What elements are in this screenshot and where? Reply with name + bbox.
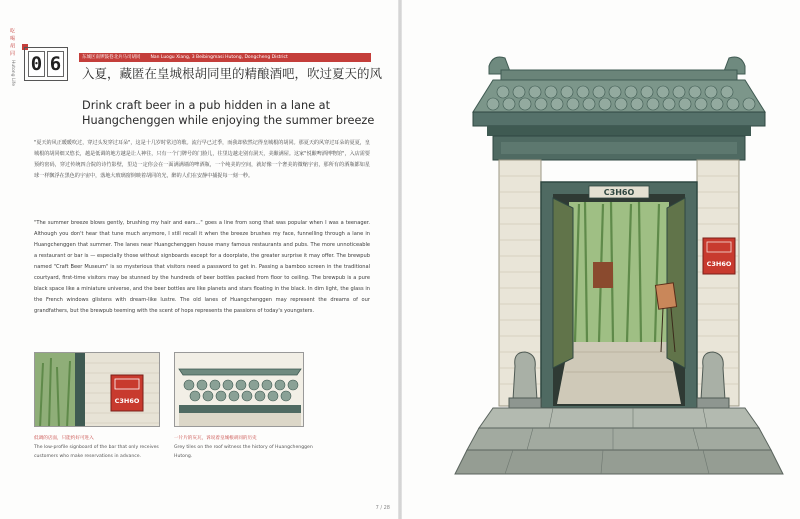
left-page xyxy=(0,0,398,519)
margin-subtitle: Hutong Life xyxy=(10,60,15,87)
caption-2-zh: 一片片的灰瓦，诉说着皇城根胡同的历史 xyxy=(174,436,257,441)
ribbon-en: Nan Luogu Xiang, 3 Beibingmasi Hutong, Dongcheng District xyxy=(150,55,288,60)
chapter-digit-2: 6 xyxy=(47,51,64,77)
signboard-sketch xyxy=(35,353,160,427)
hutong-gate-illustration xyxy=(453,52,789,488)
body-english: "The summer breeze blows gently, brushing my hair and ears..." goes a line from song that was popular when I was a teenager. Although you don't hear that tune much anymore, I still recall it when the breeze brushes my face, funnelling through a lane in Huangchenggen that summer. The lanes near Huangchenggen house many famous restaurants and pubs. The more unnoticeable a restaurant or bar is — especially those without signboards except for a doorplate, the greater surprise it may offer. The brewpub named "Craft Beer Museum" is so mysterious that visitors need a password to get in. Passing a bamboo screen in the traditional courtyard, first-time visitors may be stunned by the hundreds of beer bottles packed from floor to ceiling. The brewpub is a pure black space like a miniature universe, and the beer bottles are like planets and stars floating in the black. In dim light, the glass in the French windows glistens with dream-like lustre. The old lanes of Huangchenggen may represent the dreams of our grandfathers, but the brewpub teeming with the scent of hops represents the passions of today's youngsters. xyxy=(34,220,370,314)
caption-1-en: The low-profile signboard of the bar that only receives customers who make reservations in advance. xyxy=(34,445,159,459)
title-english: Drink craft beer in a pub hidden in a lane at Huangchenggen while enjoying the summer breeze xyxy=(82,99,375,127)
page-number: 7 / 28 xyxy=(375,505,390,511)
margin-header: 吃 喝 胡 同 xyxy=(9,28,15,57)
caption-1-zh: 低调的店面，只能约好可进入 xyxy=(34,436,94,441)
caption-2-en: Grey tiles on the roof witness the history of Huangchenggen Hutong. xyxy=(174,445,313,459)
thumbnail-roof-tiles xyxy=(174,352,304,427)
thumbnail-signboard xyxy=(34,352,160,427)
location-ribbon xyxy=(79,53,371,62)
thumb-sign-text: C3H6O xyxy=(114,397,140,405)
body-chinese: "夏天的风正暖暖吹过，穿过头发穿过耳朵"，这是十几岁时常过的歌。流行早已过季，而我却依然记得皇城根的胡同。那夏天的风穿过耳朵的夏夏，皇城根的胡同细又悠长，越是低调的地方越是让人神往，只有一个门牌号的门脸儿，往里边越走别有洞天，美酿满屋。这家"悦酿啤酒博物馆"，入店需要预约密码，穿过传统四合院的诗竹影壁，里边一定你会在一面满满墙的啤酒瓶，一个纯美的空间，就好像一个奢美的微缩宇宙，那所有的酒瓶都如星球一样飘浮在黑色的宇宙中，落地大玻璃窗倒映着胡同的光，醉的人们在安静中捕捉每一刻一秒。 xyxy=(34,140,370,179)
chapter-number xyxy=(24,47,68,81)
wall-sign-text: C3H6O xyxy=(706,260,732,268)
door-plate-text: C3H6O xyxy=(603,188,635,197)
right-page xyxy=(402,0,800,519)
title-chinese: 入夏，藏匿在皇城根胡同里的精酿酒吧，吹过夏天的风 xyxy=(82,66,383,81)
roof-tiles-sketch xyxy=(175,353,304,427)
ribbon-zh: 东城区南锣鼓巷北兵马司胡同 xyxy=(82,55,141,60)
chapter-digit-1: 0 xyxy=(28,51,45,77)
